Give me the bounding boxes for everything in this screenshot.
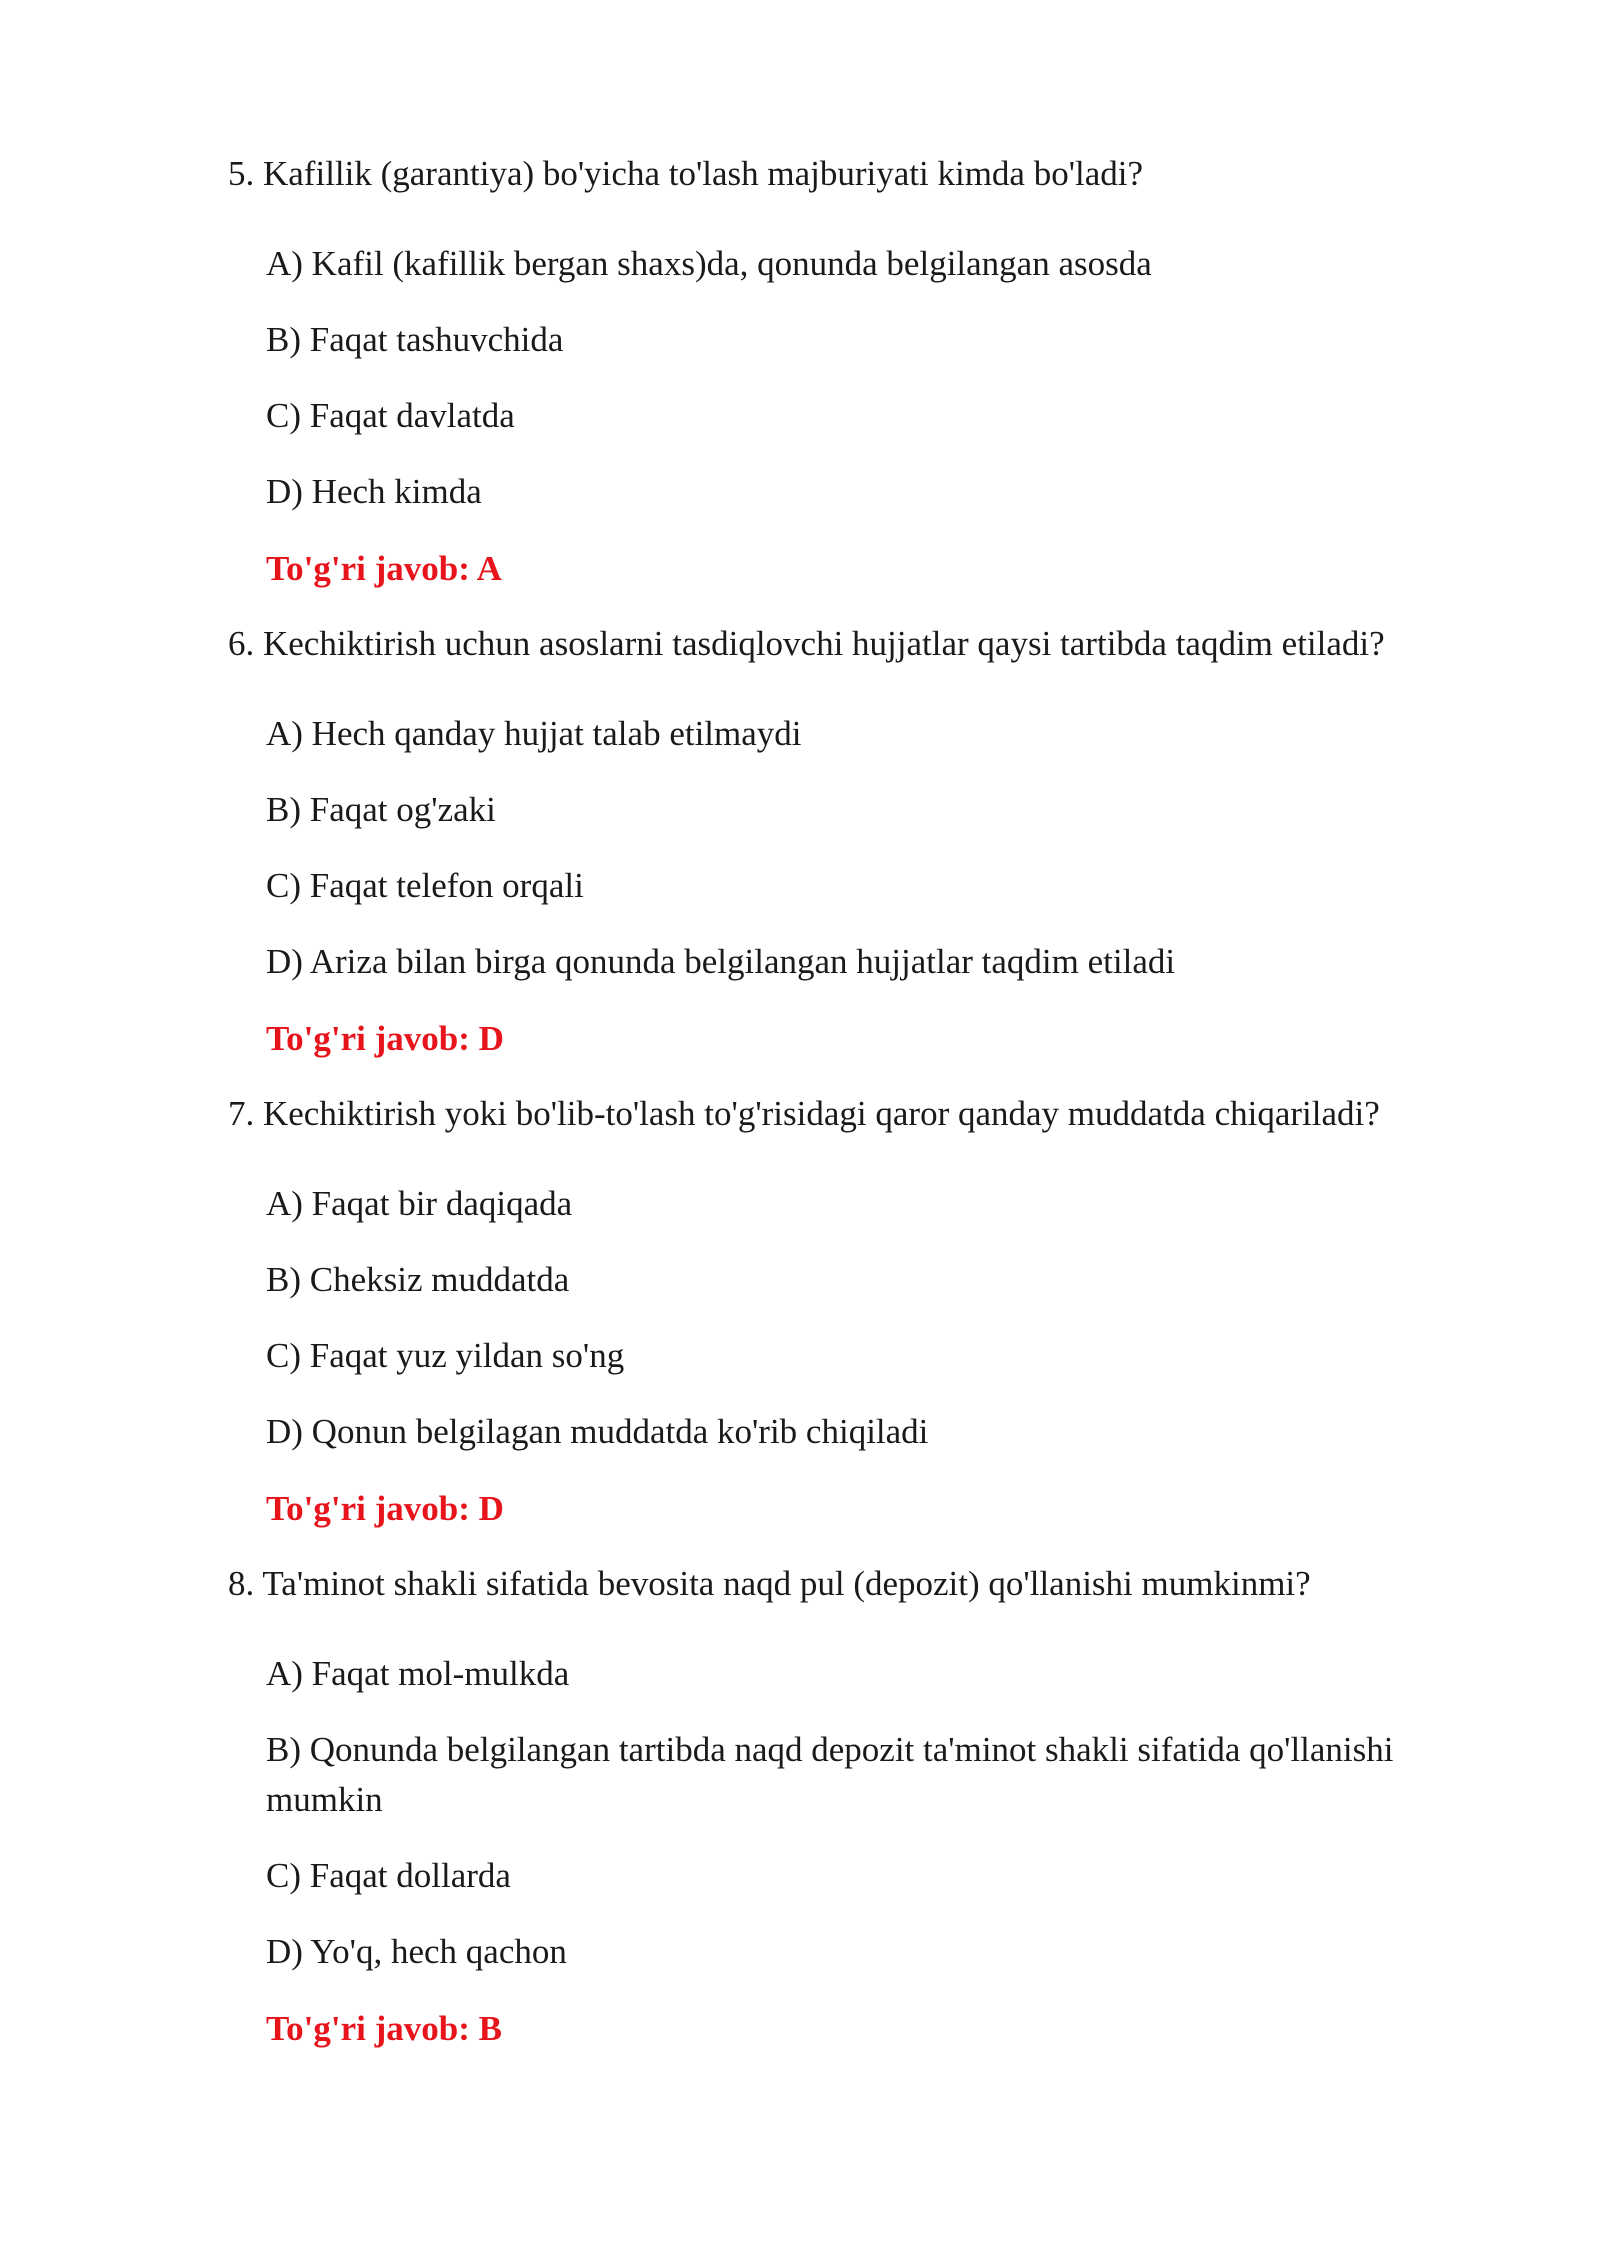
question-5-option-c: C) Faqat davlatda	[266, 396, 515, 435]
question-6-option-a: A) Hech qanday hujjat talab etilmaydi	[266, 714, 802, 753]
question-6-option-b: B) Faqat og'zaki	[266, 790, 496, 829]
question-8-option-d: D) Yo'q, hech qachon	[266, 1932, 567, 1971]
question-7-option-b: B) Cheksiz muddatda	[266, 1260, 570, 1299]
question-6-text: 6. Kechiktirish uchun asoslarni tasdiqlovchi hujjatlar qaysi tartibda taqdim etiladi?	[228, 624, 1385, 663]
question-5-correct-answer: To'g'ri javob: A	[266, 549, 502, 588]
question-5-text: 5. Kafillik (garantiya) bo'yicha to'lash majburiyati kimda bo'ladi?	[228, 154, 1144, 193]
question-7-option-c: C) Faqat yuz yildan so'ng	[266, 1336, 625, 1375]
question-7-option-d: D) Qonun belgilagan muddatda ko'rib chiqiladi	[266, 1412, 929, 1451]
question-8-option-b: B) Qonunda belgilangan tartibda naqd depozit ta'minot shakli sifatida qo'llanishi mumkin	[266, 1730, 1394, 1819]
question-8-option-a: A) Faqat mol-mulkda	[266, 1654, 570, 1693]
question-7-text: 7. Kechiktirish yoki bo'lib-to'lash to'g'risidagi qaror qanday muddatda chiqariladi?	[228, 1094, 1380, 1133]
question-8-correct-answer: To'g'ri javob: B	[266, 2009, 502, 2048]
question-5-option-a: A) Kafil (kafillik bergan shaxs)da, qonunda belgilangan asosda	[266, 244, 1152, 283]
question-5-option-d: D) Hech kimda	[266, 472, 482, 511]
question-6-option-d: D) Ariza bilan birga qonunda belgilangan hujjatlar taqdim etiladi	[266, 942, 1176, 981]
question-7-option-a: A) Faqat bir daqiqada	[266, 1184, 573, 1223]
question-8-text: 8. Ta'minot shakli sifatida bevosita naqd pul (depozit) qo'llanishi mumkinmi?	[228, 1564, 1311, 1603]
question-8-option-c: C) Faqat dollarda	[266, 1856, 511, 1895]
question-5-option-b: B) Faqat tashuvchida	[266, 320, 564, 359]
question-6-option-c: C) Faqat telefon orqali	[266, 866, 584, 905]
question-6-correct-answer: To'g'ri javob: D	[266, 1019, 504, 1058]
question-7-correct-answer: To'g'ri javob: D	[266, 1489, 504, 1528]
